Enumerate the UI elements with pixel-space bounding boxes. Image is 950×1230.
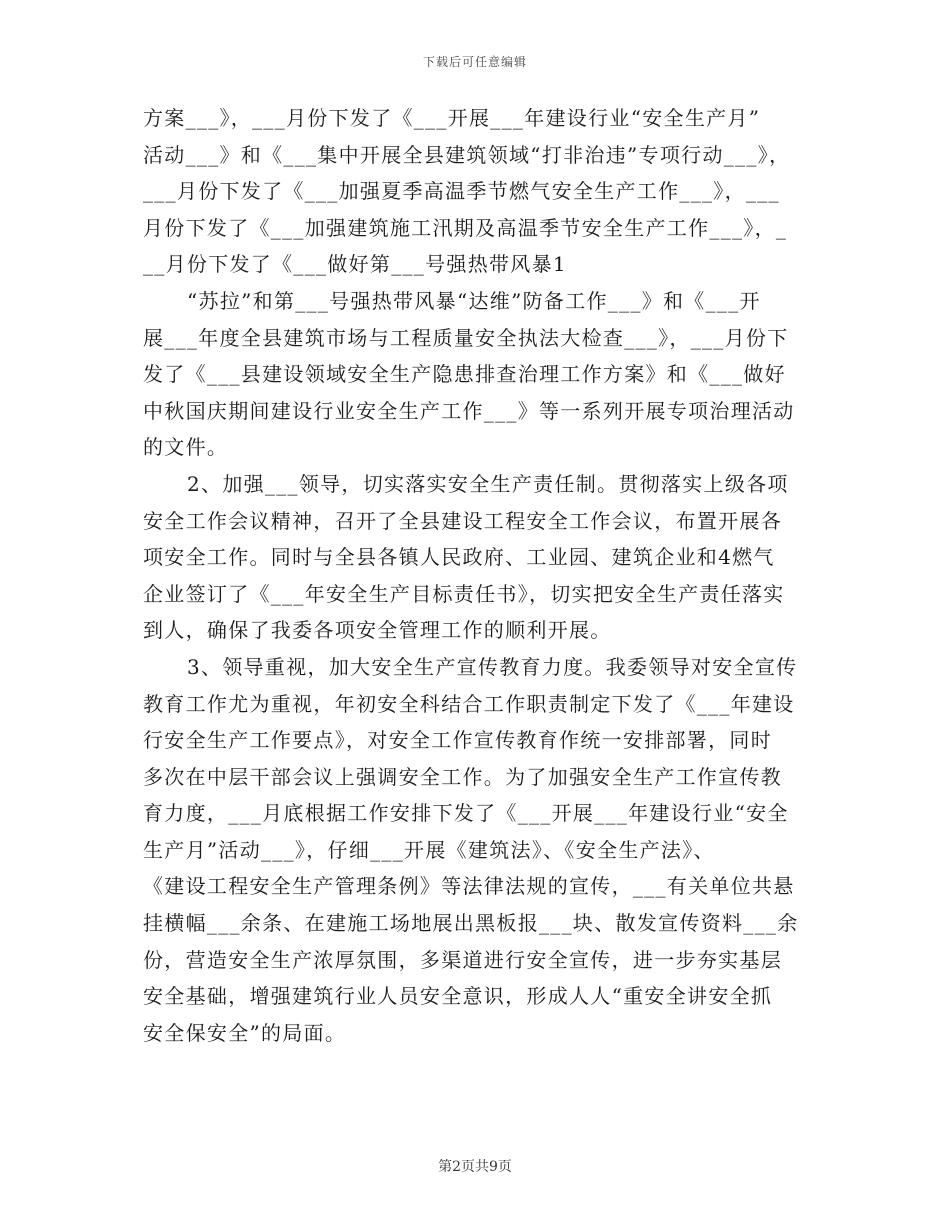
text-line: ___月份下发了《___加强夏季高温季节燃气安全生产工作___》，___ (143, 179, 780, 204)
text-line: 项安全工作。同时与全县各镇人民政府、工业园、建筑企业和4燃气 (143, 545, 775, 570)
text-line: 发了《___县建设领域安全生产隐患排查治理工作方案》和《___做好 (143, 362, 786, 387)
text-line: 月份下发了《___加强建筑施工汛期及高温季节安全生产工作___》，_ (143, 215, 788, 240)
text-line: 生产月”活动___》，仔细___开展《建筑法》、《安全生产法》、 (143, 837, 715, 862)
text-line: 行安全生产工作要点》，对安全工作宣传教育作统一安排部署，同时 (143, 728, 772, 753)
paragraph-start-line: “苏拉”和第___号强热带风暴“达维”防备工作___》和《___开 (187, 288, 761, 313)
paragraph-start-line: 2、加强___领导，切实落实安全生产责任制。贯彻落实上级各项 (187, 471, 789, 496)
text-line: 挂横幅___余条、在建施工场地展出黑板报___块、散发宣传资料___余 (143, 911, 799, 936)
text-line: 活动___》和《___集中开展全县建筑领域“打非治违”专项行动___》， (143, 142, 791, 167)
text-line: 的文件。 (143, 435, 229, 460)
document-body (143, 100, 815, 1051)
paragraph-start-line: 3、领导重视，加大安全生产宣传教育力度。我委领导对安全宣传 (187, 654, 798, 679)
page-footer: 第2页共9页 (438, 1159, 512, 1175)
text-line: 育力度，___月底根据工作安排下发了《___开展___年建设行业“安全 (143, 801, 789, 826)
text-line: 份，营造安全生产浓厚氛围，多渠道进行安全宣传，进一步夯实基层 (143, 947, 782, 972)
text-line: 《建设工程安全生产管理条例》等法律法规的宣传，___有关单位共悬 (143, 874, 795, 899)
text-line: 安全基础，增强建筑行业人员安全意识，形成人人“重安全讲安全抓 (143, 984, 773, 1009)
text-line: 教育工作尤为重视，年初安全科结合工作职责制定下发了《___年建设 (143, 691, 795, 716)
text-line: 安全保安全”的局面。 (143, 1020, 347, 1045)
text-line: 展___年度全县建筑市场与工程质量安全执法大检查___》，___月份下 (143, 325, 789, 350)
page-header: 下载后可任意编辑 (422, 55, 527, 69)
text-line: 企业签订了《___年安全生产目标责任书》，切实把安全生产责任落实 (143, 581, 785, 606)
text-line: 中秋国庆期间建设行业安全生产工作___》等一系列开展专项治理活动 (143, 398, 795, 423)
text-line: 到人，确保了我委各项安全管理工作的顺利开展。 (143, 618, 612, 643)
text-line: 多次在中层干部会议上强调安全工作。为了加强安全生产工作宣传教 (143, 764, 782, 789)
text-line: 安全工作会议精神，召开了全县建设工程安全工作会议，布置开展各 (143, 508, 782, 533)
text-line: 方案___》，___月份下发了《___开展___年建设行业“安全生产月” (143, 106, 761, 130)
text-line: __月份下发了《___做好第___号强热带风暴1 (143, 252, 567, 277)
